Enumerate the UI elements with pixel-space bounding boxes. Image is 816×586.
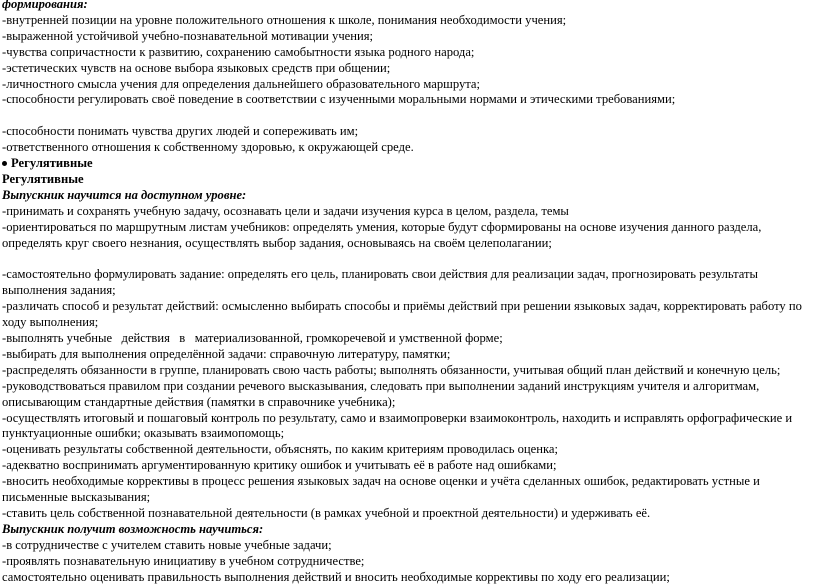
bullet-dot-icon — [2, 161, 7, 166]
list-item: самостоятельно оценивать правильность выполнения действий и вносить необходимые коррективы по ходу его реализации; — [2, 569, 670, 584]
list-item: -выбирать для выполнения определённой задачи: справочную литературу, памятки; — [2, 346, 451, 361]
blank-line — [2, 108, 812, 124]
list-item: -руководствоваться правилом при создании речевого высказывания, следовать при выполнении заданий инструкциям учителя и алгоритмам, описывающим стандартные действия (памятки в справочнике учебника); — [2, 378, 760, 409]
list-item: -распределять обязанности в группе, планировать свою часть работы; выполнять обязанности, учитывая общий план действий и конечную цель; — [2, 362, 781, 377]
subheading-regulative: Регулятивные — [2, 171, 84, 186]
list-item: -способности регулировать своё поведение в соответствии с изученными моральными нормами и этическими требованиями; — [2, 92, 676, 107]
list-item: -принимать и сохранять учебную задачу, осознавать цели и задачи изучения курса в целом, раздела, темы — [2, 203, 569, 218]
list-item: -самостоятельно формулировать задание: определять его цель, планировать свои действия для реализации задач, прогнозировать результаты выполнения задания; — [2, 267, 759, 298]
list-item: -вносить необходимые коррективы в процесс решения языковых задач на основе оценки и учёта сделанных ошибок, редактировать устные и письменные высказывания; — [2, 474, 760, 505]
list-item: -внутренней позиции на уровне положительного отношения к школе, понимания необходимости учения; — [2, 12, 567, 27]
list-item: -выполнять учебные действия в материализованной, громкоречевой и умственной форме; — [2, 331, 503, 345]
graduate-opportunity-heading: Выпускник получит возможность научиться: — [2, 521, 264, 536]
section-heading-formation: формирования: — [2, 0, 88, 11]
list-item: -способности понимать чувства других людей и сопереживать им; — [2, 124, 359, 139]
list-item: -выраженной устойчивой учебно-познавательной мотивации учения; — [2, 28, 374, 43]
list-item: -оценивать результаты собственной деятельности, объяснять, по каким критериям проводилась оценка; — [2, 442, 558, 457]
graduate-learns-heading: Выпускник научится на доступном уровне: — [2, 187, 247, 202]
list-item: -осуществлять итоговый и пошаговый контроль по результату, само и взаимопроверки взаимоконтроль, находить и исправлять орфографические и пунктуационные ошибки; оказывать взаимопомощь; — [2, 410, 793, 441]
list-item: -личностного смысла учения для определения дальнейшего образовательного маршрута; — [2, 76, 481, 91]
list-item: -адекватно воспринимать аргументированную критику ошибок и учитывать её в работе над ошибками; — [2, 458, 557, 473]
list-item: -ориентироваться по маршрутным листам учебников: определять умения, которые будут сформированы на основе изучения данного раздела, определять круг своего незнания, осуществлять выбор задания, основываясь на своём целеполагании; — [2, 219, 762, 250]
list-item: -эстетических чувств на основе выбора языковых средств при общении; — [2, 60, 391, 75]
list-item: -проявлять познавательную инициативу в учебном сотрудничестве; — [2, 553, 365, 568]
list-item: -в сотрудничестве с учителем ставить новые учебные задачи; — [2, 537, 332, 552]
list-item: -ответственного отношения к собственному здоровью, к окружающей среде. — [2, 140, 414, 155]
bullet-heading-regulative — [2, 156, 812, 172]
list-item: -ставить цель собственной познавательной деятельности (в рамках учебной и проектной деятельности) и удерживать её. — [2, 505, 651, 520]
bullet-heading-text: Регулятивные — [11, 156, 93, 171]
list-item: -различать способ и результат действий: осмысленно выбирать способы и приёмы действий при решении языковых задач, корректировать работу по ходу выполнения; — [2, 299, 802, 330]
blank-line — [2, 251, 812, 267]
list-item: -чувства сопричастности к развитию, сохранению самобытности языка родного народа; — [2, 44, 475, 59]
